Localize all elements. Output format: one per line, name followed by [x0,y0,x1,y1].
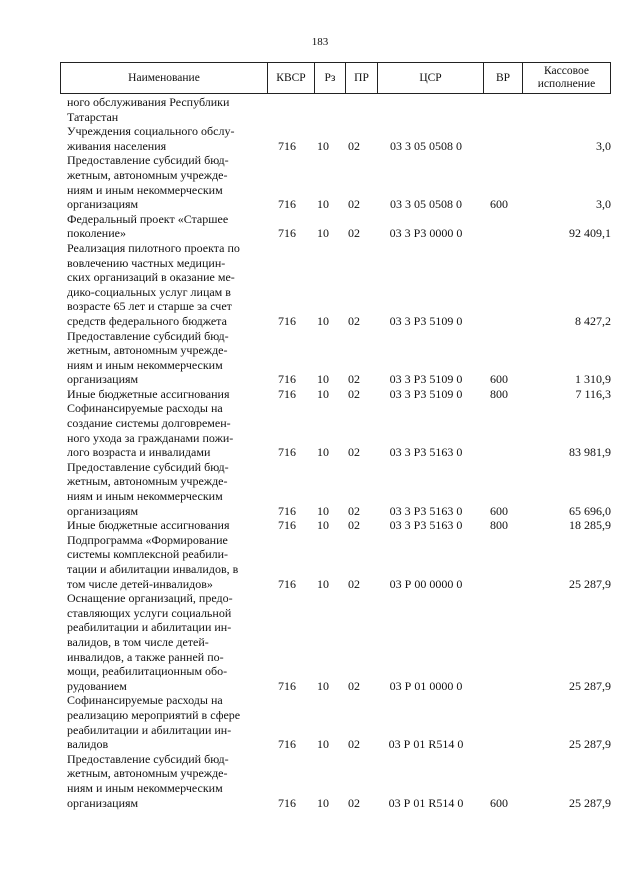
budget-rows [0,95,640,810]
row-name-line: валидов, в том числе детей- [67,634,209,649]
row-kvsr: 716 [278,313,296,328]
row-name-line: жетным, автономным учрежде- [67,474,228,489]
row-name-line: Предоставление субсидий бюд- [67,459,229,474]
row-name-line: рудованием [67,678,127,693]
row-amount: 92 409,1 [569,226,611,241]
header-csr: ЦСР [378,63,484,94]
row-name-line: валидов [67,737,109,752]
header-kvsr: КВСР [268,63,315,94]
row-amount: 25 287,9 [569,737,611,752]
row-kvsr: 716 [278,445,296,460]
row-vr: 600 [490,197,508,212]
row-name-line: Подпрограмма «Формирование [67,532,228,547]
row-name-line: ниям и иным некоммерческим [67,357,223,372]
table-row [0,591,640,693]
header-pr: ПР [346,63,378,94]
row-name-line: Оснащение организаций, предо- [67,591,233,606]
row-pr: 02 [348,226,360,241]
page-number: 183 [311,36,329,48]
row-name [67,95,260,124]
row-csr: 03 Р 01 R514 0 [388,737,464,752]
row-amount: 83 981,9 [569,445,611,460]
row-csr: 03 Р 01 R514 0 [388,795,464,810]
row-name [67,387,260,402]
row-name-line: средств федерального бюджета [67,313,227,328]
row-name-line: Учреждения социального обслу- [67,124,235,139]
row-rz: 10 [317,503,329,518]
row-amount: 1 310,9 [575,372,611,387]
table-row [0,460,640,518]
row-name-line: создание системы долговремен- [67,416,231,431]
row-amount: 3,0 [596,197,611,212]
row-name-line: Реализация пилотного проекта по [67,240,240,255]
row-name [67,241,260,329]
row-kvsr: 716 [278,372,296,387]
row-name [67,518,260,533]
row-name-line: организациям [67,503,139,518]
row-kvsr: 716 [278,197,296,212]
table-row [0,95,640,124]
row-name [67,124,260,153]
row-kvsr: 716 [278,795,296,810]
header-amount-line2: исполнение [537,78,596,90]
row-name [67,533,260,591]
row-name-line: Софинансируемые расходы на [67,401,223,416]
row-name-line: Федеральный проект «Старшее [67,211,229,226]
row-name-line: вовлечению частных медицин- [67,255,226,270]
row-name [67,460,260,518]
row-amount: 7 116,3 [575,386,611,401]
row-name-line: жетным, автономным учрежде- [67,167,228,182]
table-header [60,62,611,94]
row-csr: 03 3 Р3 5109 0 [389,386,463,401]
table-row [0,124,640,153]
row-name-line: Предоставление субсидий бюд- [67,751,229,766]
table-row [0,518,640,533]
row-name-line: инвалидов, а также ранней по- [67,649,224,664]
row-name-line: организациям [67,795,139,810]
table-row [0,241,640,329]
row-name-line: лого возраста и инвалидами [67,445,211,460]
row-name-line: Иные бюджетные ассигнования [67,386,230,401]
row-vr: 800 [490,518,508,533]
row-pr: 02 [348,795,360,810]
row-csr: 03 Р 01 0000 0 [389,678,463,693]
row-name [67,752,260,810]
row-amount: 18 285,9 [569,518,611,533]
row-amount: 25 287,9 [569,795,611,810]
row-kvsr: 716 [278,138,296,153]
row-name-line: ставляющих услуги социальной [67,605,232,620]
row-name-line: ниям и иным некоммерческим [67,780,223,795]
row-amount: 25 287,9 [569,576,611,591]
table-row [0,387,640,402]
row-name-line: реабилитации и абилитации ин- [67,620,232,635]
row-pr: 02 [348,503,360,518]
row-name-line: системы комплексной реабили- [67,547,229,562]
row-name-line: мощи, реабилитационным обо- [67,664,228,679]
row-name-line: живания населения [67,138,167,153]
header-rz: Рз [315,63,346,94]
row-rz: 10 [317,386,329,401]
table-row [0,329,640,387]
row-pr: 02 [348,313,360,328]
row-amount: 8 427,2 [575,313,611,328]
row-kvsr: 716 [278,503,296,518]
table-row [0,693,640,751]
row-vr: 600 [490,795,508,810]
row-name [67,401,260,459]
row-rz: 10 [317,795,329,810]
table-row [0,752,640,810]
header-amount [523,63,611,94]
row-name-line: жетным, автономным учрежде- [67,343,228,358]
table-row [0,153,640,211]
header-amount-line1: Кассовое [544,65,589,77]
row-csr: 03 3 Р3 5109 0 [389,313,463,328]
table-row [0,401,640,459]
row-kvsr: 716 [278,386,296,401]
row-name-line: ниям и иным некоммерческим [67,489,223,504]
row-name-line: ских организаций в оказание ме- [67,270,235,285]
row-vr: 800 [490,386,508,401]
row-name-line: Иные бюджетные ассигнования [67,518,230,533]
row-rz: 10 [317,678,329,693]
row-name-line: организациям [67,372,139,387]
row-name-line: жетным, автономным учрежде- [67,766,228,781]
row-name [67,693,260,751]
row-csr: 03 3 Р3 0000 0 [389,226,463,241]
row-kvsr: 716 [278,678,296,693]
row-rz: 10 [317,197,329,212]
row-kvsr: 716 [278,518,296,533]
row-name-line: поколение» [67,226,126,241]
row-rz: 10 [317,518,329,533]
row-name-line: ниям и иным некоммерческим [67,182,223,197]
row-name [67,153,260,211]
row-name-line: Предоставление субсидий бюд- [67,328,229,343]
row-name-line: Софинансируемые расходы на [67,693,223,708]
table-row [0,533,640,591]
row-name [67,591,260,693]
row-kvsr: 716 [278,737,296,752]
row-amount: 3,0 [596,138,611,153]
row-name-line: реализацию мероприятий в сфере [67,707,241,722]
row-name-line: том числе детей-инвалидов» [67,576,213,591]
row-vr: 600 [490,372,508,387]
row-csr: 03 3 Р3 5163 0 [389,503,463,518]
row-amount: 65 696,0 [569,503,611,518]
row-name-line: ного ухода за гражданами пожи- [67,430,234,445]
table-row [0,212,640,241]
row-csr: 03 3 05 0508 0 [390,197,462,212]
row-name [67,212,260,241]
row-name-line: тации и абилитации инвалидов, в [67,562,239,576]
row-rz: 10 [317,576,329,591]
header-name: Наименование [61,63,268,94]
row-pr: 02 [348,576,360,591]
row-csr: 03 3 Р3 5109 0 [389,372,463,387]
row-pr: 02 [348,737,360,752]
row-pr: 02 [348,678,360,693]
row-kvsr: 716 [278,226,296,241]
row-name [67,329,260,387]
row-name-line: возрасте 65 лет и старше за счет [67,299,232,314]
row-rz: 10 [317,737,329,752]
row-pr: 02 [348,386,360,401]
header-vr: ВР [484,63,523,94]
row-amount: 25 287,9 [569,678,611,693]
row-pr: 02 [348,518,360,533]
row-pr: 02 [348,138,360,153]
row-csr: 03 Р 00 0000 0 [389,576,463,591]
row-name-line: ного обслуживания Республики [67,95,230,109]
row-name-line: Татарстан [67,109,119,124]
row-kvsr: 716 [278,576,296,591]
row-rz: 10 [317,372,329,387]
row-name-line: организациям [67,197,139,212]
row-csr: 03 3 05 0508 0 [390,138,462,153]
row-pr: 02 [348,197,360,212]
row-rz: 10 [317,313,329,328]
row-rz: 10 [317,445,329,460]
row-rz: 10 [317,226,329,241]
row-csr: 03 3 Р3 5163 0 [389,518,463,533]
row-pr: 02 [348,445,360,460]
row-name-line: Предоставление субсидий бюд- [67,153,229,168]
row-pr: 02 [348,372,360,387]
row-rz: 10 [317,138,329,153]
row-name-line: дико-социальных услуг лицам в [67,284,231,299]
row-csr: 03 3 Р3 5163 0 [389,445,463,460]
row-name-line: реабилитации и абилитации ин- [67,722,232,737]
row-vr: 600 [490,503,508,518]
